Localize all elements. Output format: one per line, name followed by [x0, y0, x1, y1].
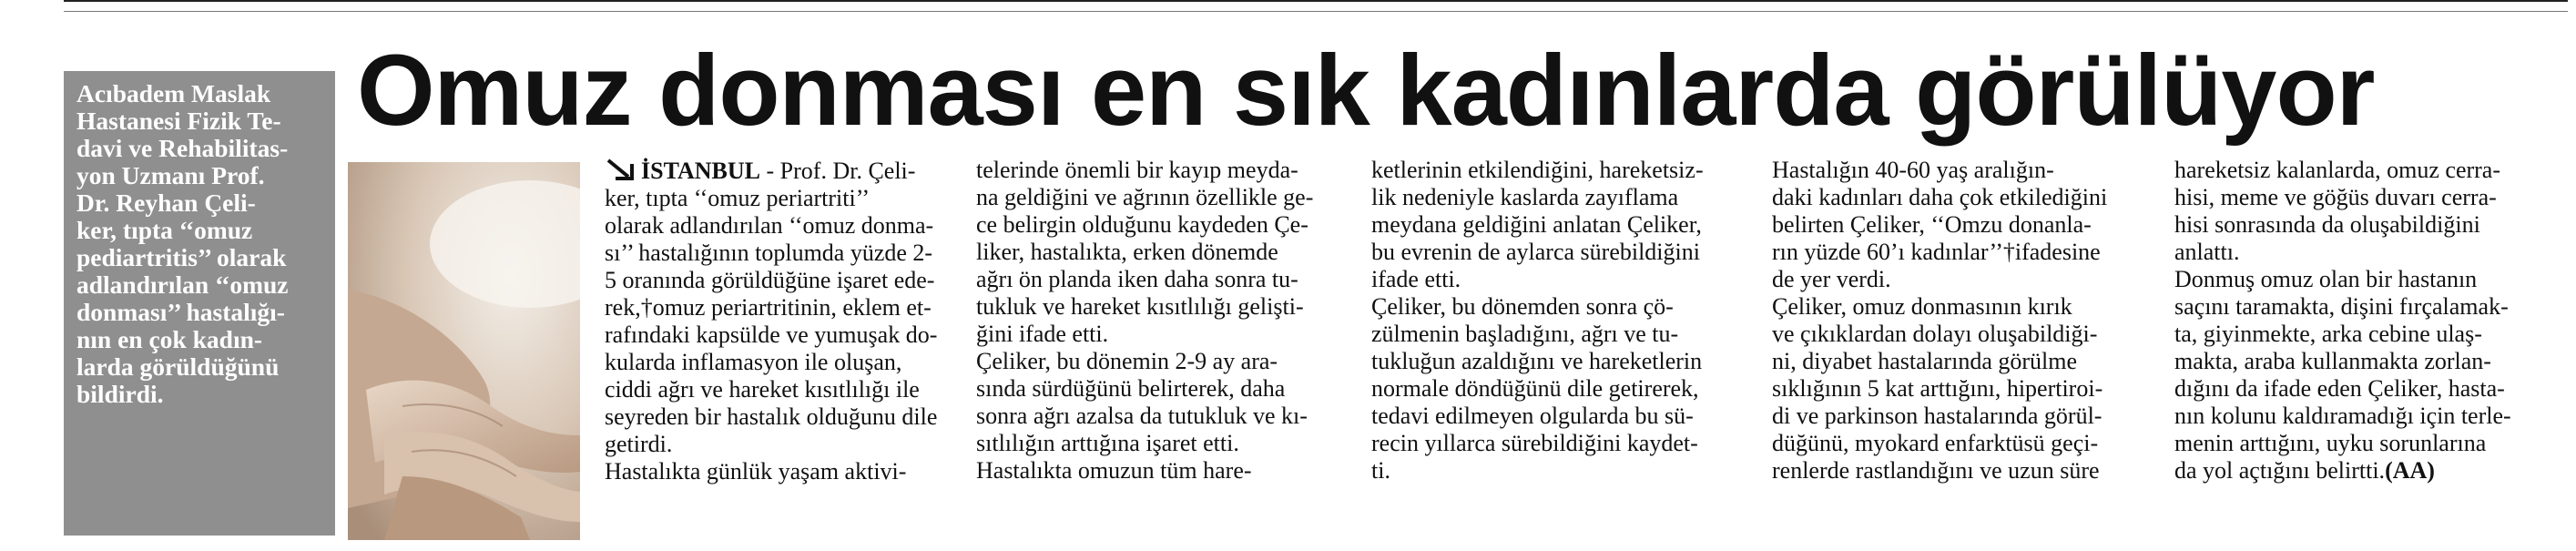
column-5-text: hareketsiz kalanlarda, omuz cerra- hisi, meme ve göğüs duvarı cerra- hisi sonrasında da oluşabildiğini anlattı. Donmuş omuz olan bir hastanın saçını taramakta, dişini fırçalamak- ta, giyinmekte, arka cebine ulaş- makta, araba kullanmakta zorlan- dığını da ifade eden Çeliker, hasta- nın kolunu kaldıramadığı için terle- menin arttığını, uyku sorunlarına da yol açtığını belirtti.	[2174, 157, 2511, 484]
top-rule	[64, 0, 2568, 12]
agency-credit: (AA)	[2385, 457, 2435, 484]
article-photo	[348, 162, 580, 540]
article-column-4: Hastalığın 40-60 yaş aralığın- daki kadınları daha çok etkilediğini belirten Çeliker, ‘‘Omzu donanla- rın yüzde 60’ı kadınlar’’†ifadesine de yer verdi. Çeliker, omuz donmasının kırık ve çıkıklardan dolayı oluşabildiği- ni, diyabet hastalarında görülme sıklığının 5 kat arttığını, hipertiroi- di ve parkinson hastalarında görül- düğünü, myokard enfarktüsü geçi- renlerde rastlandığını ve uzun süre	[1772, 157, 2108, 484]
headline: Omuz donması en sık kadınlarda görülüyor	[357, 35, 2375, 147]
article-column-2: telerinde önemli bir kayıp meyda- na geldiğini ve ağrının özellikle ge- ce belirgin olduğunu kaydeden Çe- liker, hastalıkta, erken dönemde ağrı ön planda iken daha sonra tu- tukluk ve hareket kısıtlılığı gelişti- ğini ifade etti. Çeliker, bu dönemin 2-9 ay ara- sında sürdüğünü belirterek, daha sonra ağrı azalsa da tutukluk ve kı- sıtlılığın arttığına işaret etti. Hastalıkta omuzun tüm hare-	[976, 157, 1314, 484]
article-column-3: ketlerinin etkilendiğini, hareketsiz- lik nedeniyle kaslarda zayıflama meydana geldiğini anlatan Çeliker, bu evrenin de aylarca sürebildiğini ifade etti. Çeliker, bu dönemden sonra çö- zülmenin başladığını, ağrı ve tu- tukluğun azaldığını ve hareketlerin normale döndüğünü dile getirerek, tedavi edilmeyen olgularda bu sü- recin yıllarca sürebildiğini kaydet- ti.	[1371, 157, 1704, 484]
summary-box: Acıbadem Maslak Hastanesi Fizik Te- davi ve Rehabilitas- yon Uzmanı Prof. Dr. Reyhan Çeli- ker, tıpta ‘‘omuz pediartritis’’ olarak adlandırılan ‘‘omuz donması’’ hastalığı- nın en çok kadın- larda görüldüğünü bildirdi.	[64, 71, 335, 536]
article-column-1	[605, 157, 955, 544]
column-1-text: - Prof. Dr. Çeli- ker, tıpta ‘‘omuz periartriti’’ olarak adlandırılan ‘‘omuz donma- sı’’ hastalığının toplumda yüzde 2- 5 oranında görüldüğüne işaret ede- rek,†omuz periartritinin, eklem et- rafındaki kapsülde ve yumuşak do- kularda inflamasyon ile oluşan, ciddi ağrı ve hareket kısıtlılığı ile seyreden bir hastalık olduğunu dile getirdi. Hastalıkta günlük yaşam aktivi-	[605, 158, 938, 485]
dateline: İSTANBUL	[641, 158, 761, 184]
article-column-5	[2174, 157, 2548, 544]
arrow-down-right-icon	[605, 157, 637, 182]
